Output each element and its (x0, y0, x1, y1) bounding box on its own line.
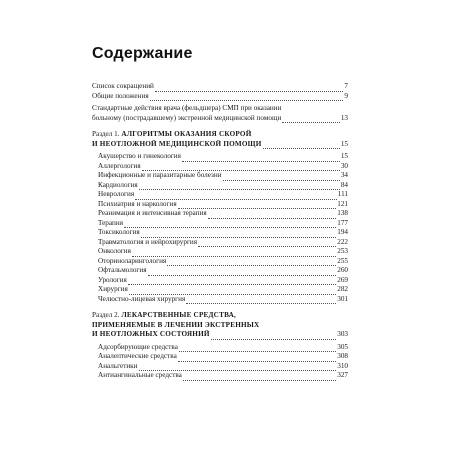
toc-item: Аналептические средства 308 (98, 352, 348, 360)
section-page: 15 (340, 139, 348, 148)
toc-item: Травматология и нейрохирургия 222 (98, 237, 348, 246)
toc-entry-page: 13 (340, 113, 348, 122)
toc-entry-abbreviations (92, 82, 348, 92)
toc-item: Анальгетики 310 (98, 361, 348, 370)
toc-entry-text-line1: Стандартные действия врача (фельдшера) СМП при оказании (92, 104, 282, 112)
toc-item: Адсорбирующие средства 305 (98, 342, 348, 351)
section-title-line3: И НЕОТЛОЖНЫХ СОСТОЯНИЙ (92, 330, 210, 338)
toc-item: Челюстно-лицевая хирургия 301 (98, 294, 348, 303)
leader-dots (263, 142, 340, 149)
section-label: Раздел 2. (92, 311, 120, 319)
toc-item: Хирургия 282 (98, 285, 348, 293)
leader-dots (282, 116, 339, 123)
toc-entry-general (92, 92, 348, 102)
toc-item: Токсикология 194 (98, 228, 348, 236)
toc-entry-page: 7 (344, 82, 348, 90)
toc-item: Аллергология 30 (98, 161, 348, 170)
section-1-heading (92, 130, 348, 149)
section-2-items (92, 343, 348, 381)
toc-entry-text: Общие положения (92, 91, 149, 100)
toc-item: Терапия 177 (98, 218, 348, 227)
leader-dots (155, 85, 344, 92)
section-title-line2: ПРИМЕНЯЕМЫЕ В ЛЕЧЕНИИ ЭКСТРЕННЫХ (92, 320, 260, 329)
toc-item: Инфекционные и паразитарные болезни 34 (98, 171, 348, 179)
section-1-items (92, 152, 348, 304)
leader-dots (150, 94, 344, 101)
page-title: Содержание (92, 45, 193, 62)
section-title-line2: И НЕОТЛОЖНОЙ МЕДИЦИНСКОЙ ПОМОЩИ (92, 139, 262, 148)
toc-item: Оториноларингология 255 (98, 256, 348, 265)
leader-dots (211, 333, 337, 340)
section-title-line1: ЛЕКАРСТВЕННЫЕ СРЕДСТВА, (121, 311, 236, 319)
toc-item: Урология 269 (98, 275, 348, 284)
toc-entry-page: 9 (344, 91, 348, 100)
toc-entry-text: Список сокращений (92, 82, 154, 90)
section-title-line1: АЛГОРИТМЫ ОКАЗАНИЯ СКОРОЙ (121, 130, 252, 138)
toc-entry-standard (92, 104, 348, 123)
toc-item: Антиангинальные средства 327 (98, 371, 348, 379)
toc-item: Офтальмология 260 (98, 266, 348, 274)
toc-entry-text-line2: больному (пострадавшему) экстренной медицинской помощи (92, 113, 282, 122)
table-of-contents (92, 82, 348, 381)
toc-item: Кардиология 84 (98, 180, 348, 189)
toc-item: Акушерство и гинекология 15 (98, 152, 348, 160)
toc-item: Онкология 253 (98, 247, 348, 255)
toc-item: Неврология 111 (98, 190, 348, 198)
toc-item: Психиатрия и наркология 121 (98, 199, 348, 208)
section-2-heading (92, 311, 348, 340)
toc-item: Реанимация и интенсивная терапия 138 (98, 209, 348, 217)
section-label: Раздел 1. (92, 130, 120, 138)
section-page: 303 (337, 330, 348, 338)
